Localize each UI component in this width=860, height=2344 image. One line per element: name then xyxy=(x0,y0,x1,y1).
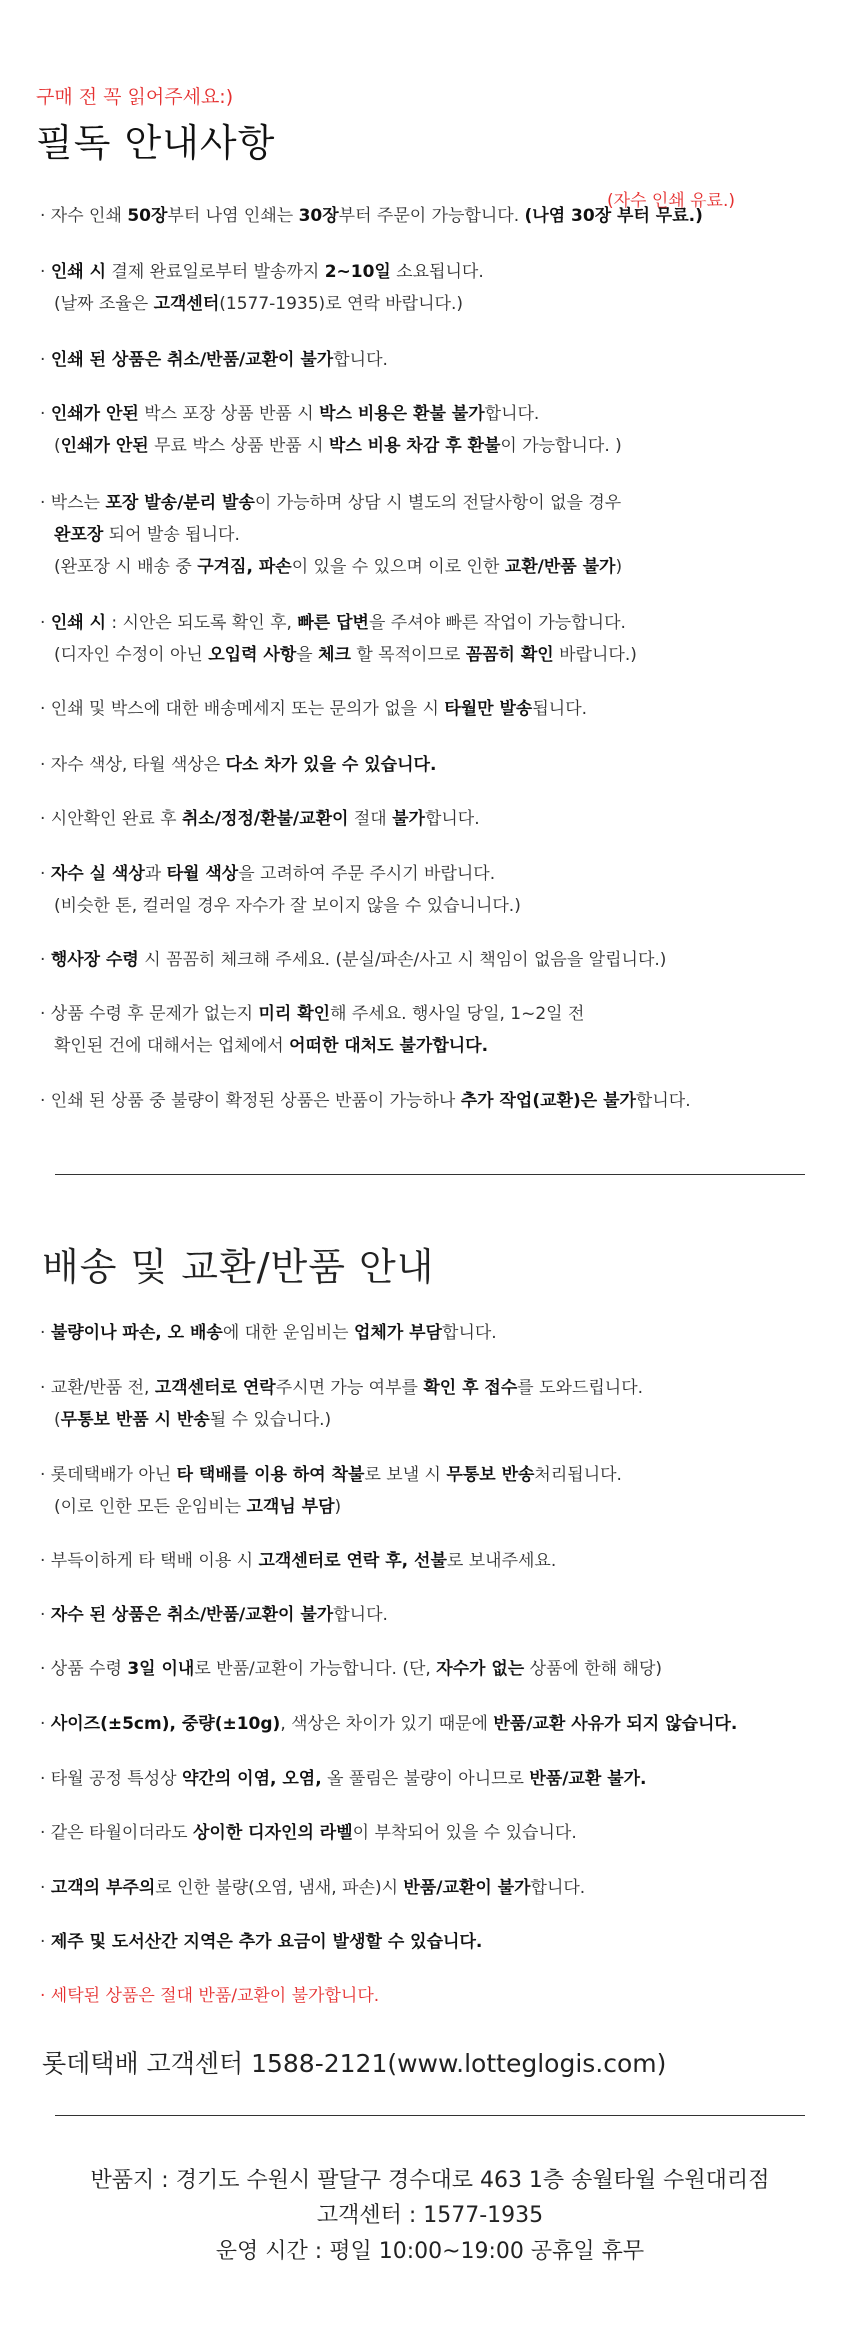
embroidery-paid-note: (자수 인쇄 유료.) xyxy=(607,191,736,211)
emphasis-text: 자수 실 색상 xyxy=(50,864,145,884)
emphasis-text: 미리 확인 xyxy=(258,1004,331,1024)
notice-line: · 상품 수령 3일 이내로 반품/교환이 가능합니다. (단, 자수가 없는 상품에 한해 해당) xyxy=(40,1659,663,1679)
notice-item-defect xyxy=(40,1085,691,1117)
emphasis-text: 반품/교환 불가. xyxy=(529,1769,647,1789)
shipping-item-other-courier xyxy=(40,1459,622,1523)
notice-item-print-period xyxy=(40,256,484,320)
shipping-item-contact-first xyxy=(40,1372,643,1436)
notice-line: (디자인 수정이 아닌 오입력 사항을 체크 할 목적이므로 꼼꼼히 확인 바랍니다.) xyxy=(54,645,637,665)
emphasis-text: 자수 된 상품은 취소/반품/교환이 불가 xyxy=(50,1605,334,1625)
notice-line: · 인쇄 시 결제 완료일로부터 발송까지 2~10일 소요됩니다. xyxy=(40,262,484,282)
emphasis-text: 인쇄 시 xyxy=(50,262,106,282)
notice-item-thread-color xyxy=(40,858,521,922)
notice-line: · 인쇄가 안된 박스 포장 상품 반품 시 박스 비용은 환불 불가합니다. xyxy=(40,404,540,424)
notice-line: · 제주 및 도서산간 지역은 추가 요금이 발생할 수 있습니다. xyxy=(40,1932,483,1952)
notice-line: (완포장 시 배송 중 구겨짐, 파손이 있을 수 있으며 이로 인한 교환/반품 불가) xyxy=(54,557,623,577)
notice-line: (날짜 조율은 고객센터(1577-1935)로 연락 바랍니다.) xyxy=(54,294,463,314)
notice-line: · 롯데택배가 아닌 타 택배를 이용 하여 착불로 보낼 시 무통보 반송처리됩니다. xyxy=(40,1465,622,1485)
notice-item-printed-no-return xyxy=(40,344,388,376)
shipping-item-jeju xyxy=(40,1926,482,1958)
emphasis-text: 자수가 없는 xyxy=(436,1659,525,1679)
emphasis-text: 취소/정정/환불/교환이 xyxy=(181,809,349,829)
notice-line: · 자수 색상, 타월 색상은 다소 차가 있을 수 있습니다. xyxy=(40,755,437,775)
notice-item-color-diff xyxy=(40,749,436,781)
emphasis-text: 타월 색상 xyxy=(166,864,239,884)
emphasis-text: 50장 xyxy=(127,206,168,226)
shipping-item-customer-fault xyxy=(40,1872,585,1904)
notice-line: · 사이즈(±5cm), 중량(±10g), 색상은 차이가 있기 때문에 반품/교환 사유가 되지 않습니다. xyxy=(40,1714,738,1734)
emphasis-text: 구겨짐, 파손 xyxy=(197,557,292,577)
notice-line: · 타월 공정 특성상 약간의 이염, 오염, 올 풀림은 불량이 아니므로 반품/교환 불가. xyxy=(40,1769,647,1789)
shipping-item-3days xyxy=(40,1653,662,1685)
emphasis-text: 30장 xyxy=(298,206,339,226)
notice-item-box-packing xyxy=(40,487,622,583)
emphasis-text: 고객센터로 연락 후, 선불 xyxy=(258,1551,447,1571)
notice-line: · 행사장 수령 시 꼼꼼히 체크해 주세요. (분실/파손/사고 시 책임이 없음을 알립니다.) xyxy=(40,950,667,970)
emphasis-text: 어떠한 대처도 불가합니다. xyxy=(289,1036,489,1056)
shipping-item-defect-fee xyxy=(40,1317,497,1349)
shipping-item-process xyxy=(40,1763,647,1795)
emphasis-text: 약간의 이염, 오염, xyxy=(181,1769,322,1789)
shipping-item-washed xyxy=(40,1980,379,2012)
emphasis-text: 제주 및 도서산간 지역은 추가 요금이 발생할 수 있습니다. xyxy=(50,1932,483,1952)
emphasis-text: 박스 비용 차감 후 환불 xyxy=(328,436,501,456)
emphasis-text: 업체가 부담 xyxy=(354,1323,443,1343)
notice-line: · 교환/반품 전, 고객센터로 연락주시면 가능 여부를 확인 후 접수를 도와드립니다. xyxy=(40,1378,644,1398)
shipping-item-size-weight xyxy=(40,1708,737,1740)
emphasis-text: 타 택배를 이용 하여 착불 xyxy=(176,1465,365,1485)
emphasis-text: 2~10일 xyxy=(324,262,391,282)
emphasis-text: 인쇄가 안된 xyxy=(50,404,139,424)
notice-line: 완포장 되어 발송 됩니다. xyxy=(54,525,240,545)
emphasis-text: 체크 xyxy=(318,645,351,665)
notice-title: 필독 안내사항 xyxy=(36,121,276,165)
notice-line: · 시안확인 완료 후 취소/정정/환불/교환이 절대 불가합니다. xyxy=(40,809,480,829)
emphasis-text: 다소 차가 있을 수 있습니다. xyxy=(225,755,437,775)
emphasis-text: 타월만 발송 xyxy=(444,699,533,719)
notice-line: (무통보 반품 시 반송될 수 있습니다.) xyxy=(54,1410,332,1430)
notice-line: · 부득이하게 타 택배 이용 시 고객센터로 연락 후, 선불로 보내주세요. xyxy=(40,1551,557,1571)
emphasis-text: 인쇄 시 xyxy=(50,613,106,633)
notice-subtitle: 구매 전 꼭 읽어주세요:) xyxy=(36,86,234,108)
emphasis-text: 3일 이내 xyxy=(127,1659,195,1679)
emphasis-text: 꼼꼼히 확인 xyxy=(465,645,554,665)
notice-line: · 상품 수령 후 문제가 없는지 미리 확인해 주세요. 행사일 당일, 1~2일 전 xyxy=(40,1004,585,1024)
notice-line: · 같은 타월이더라도 상이한 디자인의 라벨이 부착되어 있을 수 있습니다. xyxy=(40,1823,577,1843)
emphasis-text: 박스 비용은 환불 불가 xyxy=(319,404,485,424)
emphasis-text: 불량이나 파손, 오 배송 xyxy=(50,1323,223,1343)
emphasis-text: (나염 30장 부터 무료.) xyxy=(524,206,703,226)
emphasis-text: 반품/교환이 불가 xyxy=(403,1878,531,1898)
lotte-customer-center: 롯데택배 고객센터 1588-2121(www.lotteglogis.com) xyxy=(42,2049,667,2078)
emphasis-text: 완포장 xyxy=(54,525,104,545)
emphasis-text: 반품/교환 사유가 되지 않습니다. xyxy=(493,1714,738,1734)
notice-item-check-early xyxy=(40,998,584,1062)
notice-line: · 불량이나 파손, 오 배송에 대한 운임비는 업체가 부담합니다. xyxy=(40,1323,497,1343)
notice-line: (이로 인한 모든 운임비는 고객님 부담) xyxy=(54,1497,342,1517)
notice-line: · 자수 실 색상과 타월 색상을 고려하여 주문 주시기 바랍니다. xyxy=(40,864,496,884)
emphasis-text: 교환/반품 불가 xyxy=(504,557,616,577)
notice-line: 확인된 건에 대해서는 업체에서 어떠한 대처도 불가합니다. xyxy=(54,1036,489,1056)
notice-item-towel-only xyxy=(40,693,587,725)
emphasis-text: 고객의 부주의 xyxy=(50,1878,156,1898)
notice-line: · 박스는 포장 발송/분리 발송이 가능하며 상담 시 별도의 전달사항이 없을 경우 xyxy=(40,493,622,513)
notice-item-draft-confirm xyxy=(40,607,637,671)
notice-line: (비슷한 톤, 컬러일 경우 자수가 잘 보이지 않을 수 있습니니다.) xyxy=(54,896,521,916)
emphasis-text: 고객님 부담 xyxy=(246,1497,335,1517)
emphasis-text: 무통보 반품 시 반송 xyxy=(60,1410,210,1430)
emphasis-text: 확인 후 접수 xyxy=(423,1378,518,1398)
emphasis-text: 불가 xyxy=(392,809,425,829)
notice-line: · 고객의 부주의로 인한 불량(오염, 냄새, 파손)시 반품/교환이 불가합니다. xyxy=(40,1878,586,1898)
customer-center: 고객센터 : 1577-1935 xyxy=(316,2203,544,2228)
shipping-item-embroidered xyxy=(40,1599,388,1631)
notice-line: · 인쇄 시 : 시안은 되도록 확인 후, 빠른 답변을 주셔야 빠른 작업이 가능합니다. xyxy=(40,613,626,633)
notice-line: · 인쇄 된 상품은 취소/반품/교환이 불가합니다. xyxy=(40,350,388,370)
emphasis-text: 고객센터로 연락 xyxy=(154,1378,276,1398)
notice-line: · 인쇄 및 박스에 대한 배송메세지 또는 문의가 없을 시 타월만 발송됩니다. xyxy=(40,699,588,719)
emphasis-text: 인쇄 된 상품은 취소/반품/교환이 불가 xyxy=(50,350,334,370)
emphasis-text: 추가 작업(교환)은 불가 xyxy=(460,1091,636,1111)
footer-divider xyxy=(55,2115,805,2116)
shipping-section-title: 배송 및 교환/반품 안내 xyxy=(42,1245,435,1289)
notice-item-box-refund xyxy=(40,398,622,462)
emphasis-text: 포장 발송/분리 발송 xyxy=(105,493,255,513)
notice-line: · 세탁된 상품은 절대 반품/교환이 불가합니다. xyxy=(40,1986,380,2006)
emphasis-text: 사이즈(±5cm), 중량(±10g) xyxy=(50,1714,281,1734)
notice-line: · 자수 인쇄 50장부터 나염 인쇄는 30장부터 주문이 가능합니다. (나염 30장 부터 무료.) xyxy=(40,206,703,226)
return-address: 반품지 : 경기도 수원시 팔달구 경수대로 463 1층 송월타월 수원대리점 xyxy=(90,2168,770,2193)
emphasis-text: 상이한 디자인의 라벨 xyxy=(193,1823,353,1843)
notice-item-min-order xyxy=(40,200,703,232)
emphasis-text: 무통보 반송 xyxy=(446,1465,535,1485)
shipping-item-prepaid xyxy=(40,1545,556,1577)
emphasis-text: 오입력 사항 xyxy=(208,645,297,665)
notice-item-event-pickup xyxy=(40,944,666,976)
emphasis-text: 행사장 수령 xyxy=(50,950,139,970)
emphasis-text: 고객센터 xyxy=(153,294,220,314)
emphasis-text: 빠른 답변 xyxy=(297,613,369,633)
notice-item-no-cancel xyxy=(40,803,480,835)
emphasis-text: 인쇄가 안된 xyxy=(60,436,149,456)
notice-line: (인쇄가 안된 무료 박스 상품 반품 시 박스 비용 차감 후 환불이 가능합니다. ) xyxy=(54,436,622,456)
operating-hours: 운영 시간 : 평일 10:00~19:00 공휴일 휴무 xyxy=(215,2239,645,2264)
section-divider xyxy=(55,1174,805,1175)
shipping-item-label xyxy=(40,1817,577,1849)
notice-line: · 자수 된 상품은 취소/반품/교환이 불가합니다. xyxy=(40,1605,388,1625)
notice-line: · 인쇄 된 상품 중 불량이 확정된 상품은 반품이 가능하나 추가 작업(교환)은 불가합니다. xyxy=(40,1091,691,1111)
